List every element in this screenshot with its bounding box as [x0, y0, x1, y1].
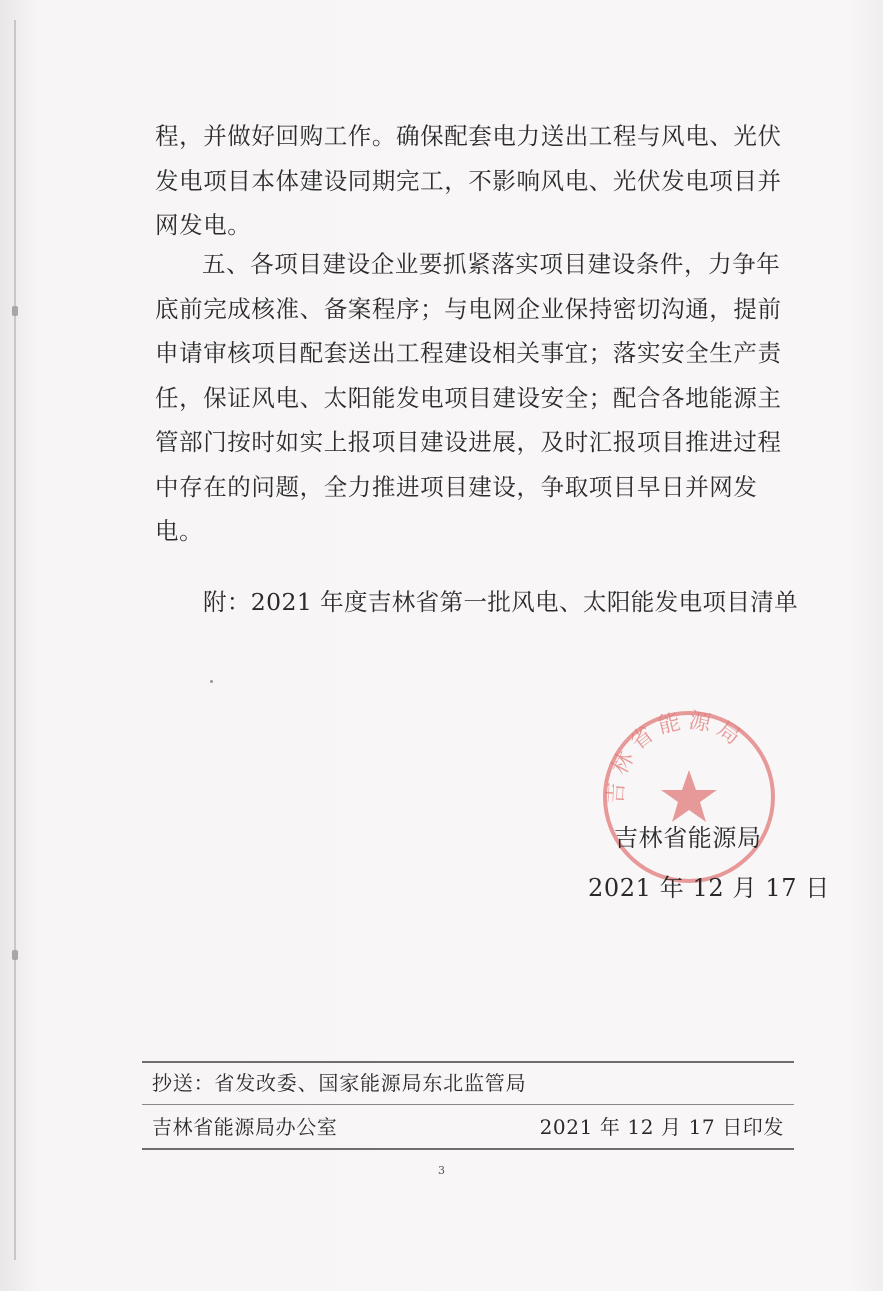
footer-divider	[142, 1061, 794, 1063]
footer-divider	[142, 1104, 794, 1105]
scan-speck	[210, 680, 213, 683]
issuer-name: 吉林省能源局办公室	[152, 1115, 338, 1139]
signing-date: 2021 年 12 月 17 日	[588, 874, 830, 902]
body-paragraph: 程，并做好回购工作。确保配套电力送出工程与风电、光伏发电项目本体建设同期完工，不影响风电、光伏发电项目并网发电。	[155, 122, 782, 239]
issuer-line	[152, 1110, 784, 1144]
signing-organization: 吉林省能源局	[614, 824, 762, 852]
page-number: 3	[438, 1164, 445, 1177]
footer-divider	[142, 1148, 794, 1150]
official-seal	[598, 706, 780, 888]
cc-line: 抄送：省发改委、国家能源局东北监管局	[152, 1071, 527, 1095]
issue-date: 2021 年 12 月 17 日印发	[539, 1115, 784, 1139]
binding-hole-mark	[12, 950, 18, 960]
binding-hole-mark	[12, 306, 18, 316]
seal-text: 吉林省能源局	[603, 708, 750, 805]
body-paragraph: 五、各项目建设企业要抓紧落实项目建设条件，力争年底前完成核准、备案程序；与电网企业保持密切沟通，提前申请审核项目配套送出工程建设相关事宜；落实安全生产责任，保证风电、太阳能发电项目建设安全；配合各地能源主管部门按时如实上报项目建设进展，及时汇报项目推进过程中存在的问题，全力推进项目建设，争取项目早日并网发电。	[155, 250, 782, 545]
binding-line	[14, 20, 16, 1260]
attachment-note: 附：2021 年度吉林省第一批风电、太阳能发电项目清单	[203, 588, 799, 616]
